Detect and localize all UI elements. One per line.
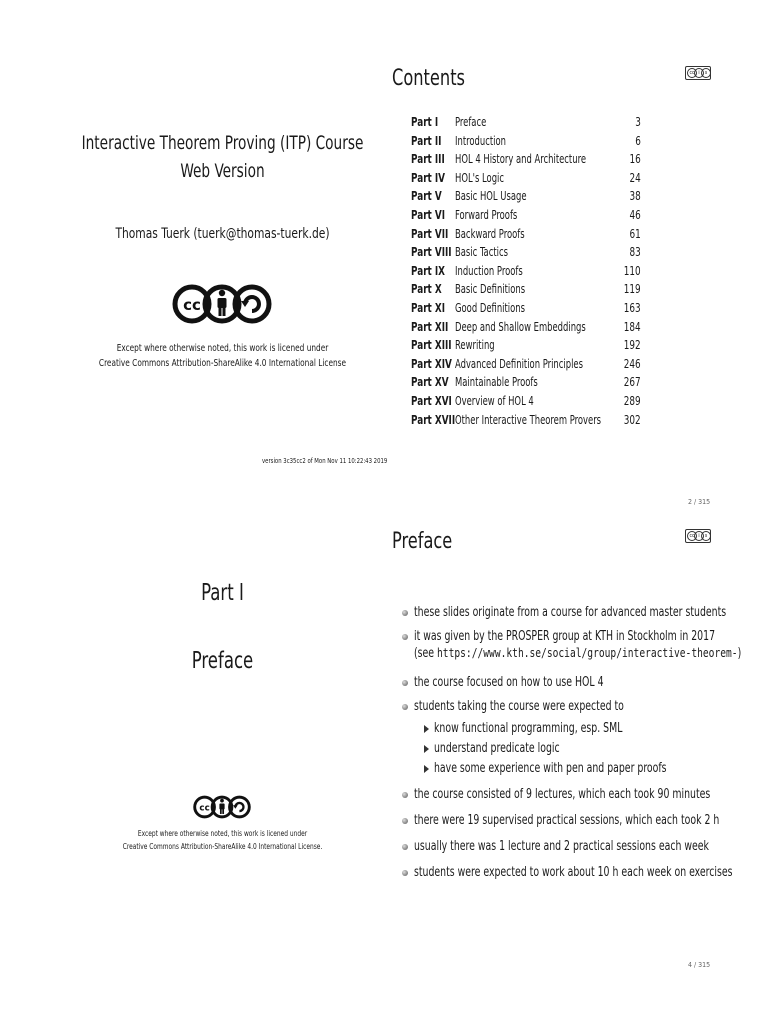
contents-heading: Contents xyxy=(392,66,466,91)
toc-part-label: Part VI xyxy=(411,207,446,222)
toc-part-label: Part IV xyxy=(411,170,446,185)
toc-page-number: 163 xyxy=(624,300,641,315)
toc-row[interactable] xyxy=(411,152,641,171)
toc-page-number: 83 xyxy=(629,245,641,260)
toc-row[interactable] xyxy=(411,338,641,357)
sub-list-item: have some experience with pen and paper proofs xyxy=(402,761,732,787)
toc-title: Preface xyxy=(455,115,487,129)
bullet-list xyxy=(402,605,742,889)
toc-page-number: 110 xyxy=(624,263,641,278)
toc-part-label: Part VII xyxy=(411,226,449,241)
part-title: Preface xyxy=(191,648,254,674)
preface-heading: Preface xyxy=(392,529,453,554)
toc-title: Rewriting xyxy=(455,338,495,353)
list-item: usually there was 1 lecture and 2 practical sessions each week xyxy=(402,839,732,865)
toc-part-label: Part X xyxy=(411,282,442,297)
toc-page-number: 267 xyxy=(624,375,641,390)
toc-title: Other Interactive Theorem Provers xyxy=(455,412,602,427)
license-text: Except where otherwise noted, this work is licened under Creative Commons Attribution-ShareAlike 4.0 International License. xyxy=(122,829,323,851)
course-link[interactable]: https://www.kth.se/social/group/interactive-theorem- xyxy=(437,646,738,660)
cc-badge-icon: cc i s xyxy=(685,66,711,80)
svg-text:cc: cc xyxy=(183,296,201,314)
toc-title: Basic Definitions xyxy=(455,282,526,297)
toc-title: Basic HOL Usage xyxy=(455,189,527,204)
bullet-icon xyxy=(402,704,408,710)
toc-row[interactable] xyxy=(411,115,641,134)
bullet-icon xyxy=(402,680,408,686)
toc-row[interactable] xyxy=(411,394,641,413)
toc-page-number: 119 xyxy=(624,282,641,297)
toc-title: Advanced Definition Principles xyxy=(455,356,583,371)
list-item: students were expected to work about 10 h each week on exercises xyxy=(402,865,732,889)
bullet-icon xyxy=(402,610,408,616)
svg-text:cc: cc xyxy=(199,803,210,814)
list-item: the course focused on how to use HOL 4 xyxy=(402,675,732,699)
table-of-contents xyxy=(411,115,641,431)
toc-row[interactable] xyxy=(411,227,641,246)
toc-title: Introduction xyxy=(455,133,506,148)
toc-row[interactable] xyxy=(411,189,641,208)
toc-title: Forward Proofs xyxy=(455,207,518,222)
toc-row[interactable] xyxy=(411,301,641,320)
toc-page-number: 184 xyxy=(624,319,641,334)
bullet-icon xyxy=(402,870,408,876)
toc-title: Induction Proofs xyxy=(455,263,523,278)
toc-row[interactable] xyxy=(411,413,641,432)
page-number: 2 / 315 xyxy=(688,498,711,506)
cc-by-sa-icon xyxy=(172,273,272,335)
cc-by-sa-icon xyxy=(192,789,252,825)
toc-part-label: Part XII xyxy=(411,319,449,334)
course-title: Interactive Theorem Proving (ITP) Course Web Version xyxy=(81,132,364,182)
toc-page-number: 6 xyxy=(635,133,641,148)
toc-part-label: Part VIII xyxy=(411,245,452,260)
toc-row[interactable] xyxy=(411,171,641,190)
toc-title: HOL 4 History and Architecture xyxy=(455,152,587,167)
toc-page-number: 192 xyxy=(624,338,641,353)
list-item: it was given by the PROSPER group at KTH in Stockholm in 2017 (see https://www.kth.se/social/group/interactive-theorem-) xyxy=(402,629,732,675)
list-item: these slides originate from a course for advanced master students xyxy=(402,605,732,629)
bullet-icon xyxy=(402,818,408,824)
toc-title: Backward Proofs xyxy=(455,226,525,241)
toc-row[interactable] xyxy=(411,357,641,376)
bullet-icon xyxy=(402,844,408,850)
toc-page-number: 3 xyxy=(635,115,641,129)
toc-row[interactable] xyxy=(411,134,641,153)
toc-title: Deep and Shallow Embeddings xyxy=(455,319,586,334)
toc-page-number: 61 xyxy=(629,226,641,241)
toc-page-number: 46 xyxy=(629,207,641,222)
cc-badge-icon: cc i s xyxy=(685,529,711,543)
page-number: 4 / 315 xyxy=(688,961,711,969)
toc-part-label: Part XIV xyxy=(411,356,452,371)
toc-part-label: Part V xyxy=(411,189,442,204)
bullet-icon xyxy=(402,792,408,798)
toc-part-label: Part IX xyxy=(411,263,446,278)
toc-title: Good Definitions xyxy=(455,300,526,315)
toc-row[interactable] xyxy=(411,264,641,283)
toc-page-number: 246 xyxy=(624,356,641,371)
license-text: Except where otherwise noted, this work is licened under Creative Commons Attribution-ShareAlike 4.0 International License xyxy=(98,343,347,369)
list-item: there were 19 supervised practical sessions, which each took 2 h xyxy=(402,813,732,839)
toc-part-label: Part I xyxy=(411,115,439,129)
triangle-bullet-icon xyxy=(424,765,429,773)
part-label: Part I xyxy=(201,580,244,606)
version-info: version 3c35cc2 of Mon Nov 11 10:22:43 2019 xyxy=(262,457,388,465)
toc-row[interactable] xyxy=(411,320,641,339)
bullet-icon xyxy=(402,634,408,640)
toc-part-label: Part XIII xyxy=(411,338,452,353)
list-item: students taking the course were expected to xyxy=(402,699,732,721)
toc-part-label: Part III xyxy=(411,152,445,167)
toc-part-label: Part XVII xyxy=(411,412,456,427)
sub-list-item: understand predicate logic xyxy=(402,741,732,761)
toc-title: HOL's Logic xyxy=(455,170,505,185)
toc-title: Maintainable Proofs xyxy=(455,375,538,390)
toc-page-number: 302 xyxy=(624,412,641,427)
toc-part-label: Part XV xyxy=(411,375,449,390)
toc-title: Basic Tactics xyxy=(455,245,509,260)
toc-page-number: 16 xyxy=(629,152,641,167)
toc-part-label: Part XVI xyxy=(411,393,452,408)
toc-part-label: Part II xyxy=(411,133,442,148)
list-item: the course consisted of 9 lectures, which each took 90 minutes xyxy=(402,787,732,813)
triangle-bullet-icon xyxy=(424,745,429,753)
toc-page-number: 289 xyxy=(624,393,641,408)
toc-page-number: 38 xyxy=(629,189,641,204)
toc-row[interactable] xyxy=(411,208,641,227)
toc-title: Overview of HOL 4 xyxy=(455,393,534,408)
toc-page-number: 24 xyxy=(629,170,641,185)
sub-list-item: know functional programming, esp. SML xyxy=(402,721,732,741)
toc-part-label: Part XI xyxy=(411,300,446,315)
toc-row[interactable] xyxy=(411,375,641,394)
toc-row[interactable] xyxy=(411,245,641,264)
toc-row[interactable] xyxy=(411,282,641,301)
triangle-bullet-icon xyxy=(424,725,429,733)
author: Thomas Tuerk (tuerk@thomas-tuerk.de) xyxy=(115,226,330,242)
